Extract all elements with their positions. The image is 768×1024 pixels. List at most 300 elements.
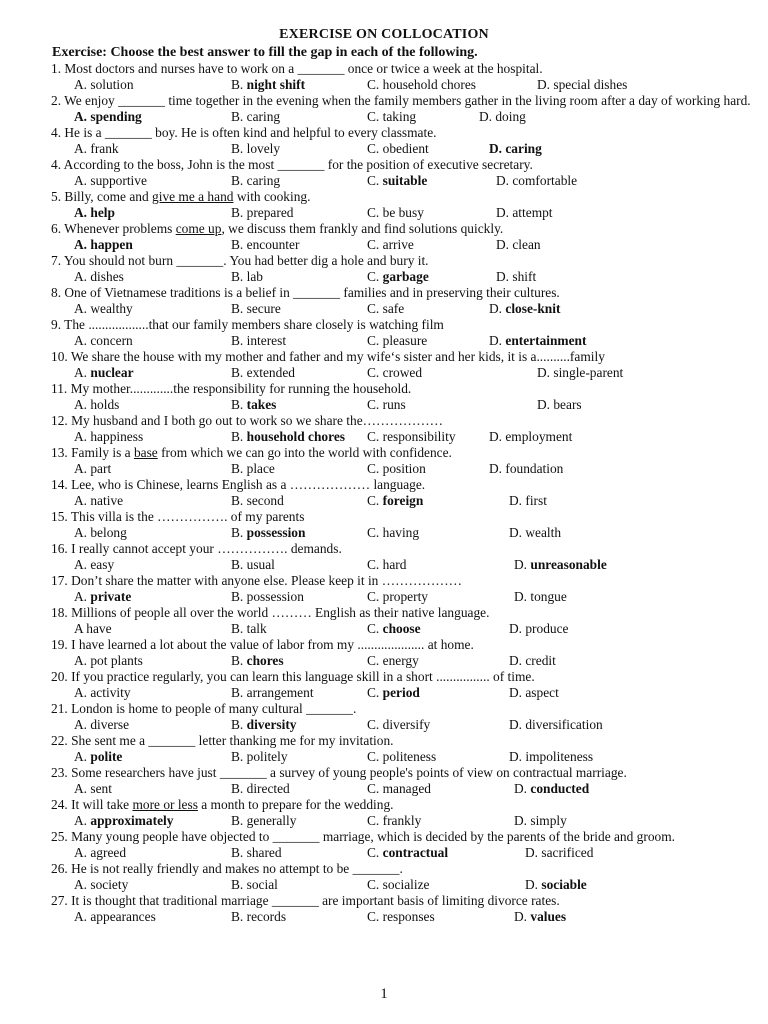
options-row [51, 877, 751, 893]
option-c[interactable] [367, 493, 423, 509]
option-text: B. social [231, 877, 278, 892]
options-row [51, 589, 751, 605]
option-a[interactable] [74, 589, 131, 605]
option-text: D. [514, 557, 531, 572]
option-c[interactable] [367, 269, 429, 285]
option-d[interactable] [509, 653, 556, 669]
option-b[interactable] [231, 109, 280, 125]
option-d[interactable] [496, 205, 553, 221]
option-text: B. encounter [231, 237, 300, 252]
stem-text: 13. Family is a [51, 445, 134, 460]
option-text: C. diversify [367, 717, 431, 732]
option-a[interactable] [74, 365, 134, 381]
option-text: B. prepared [231, 205, 294, 220]
option-a[interactable] [74, 269, 124, 285]
stem-text: 17. Don’t share the matter with anyone else. Please keep it in ……………… [51, 573, 463, 588]
option-b[interactable] [231, 813, 296, 829]
option-text: B. [231, 717, 247, 732]
option-text: B. generally [231, 813, 297, 828]
option-text: D. foundation [489, 461, 564, 476]
question-stem [51, 445, 751, 461]
options-row [51, 237, 751, 253]
question-stem [51, 349, 751, 365]
underlined-phrase: give me a hand [152, 189, 234, 204]
correct-answer-text: night shift [246, 77, 306, 92]
option-b[interactable] [231, 525, 305, 541]
stem-text: 2. We enjoy _______ time together in the evening when the family members gather in the living room after a day of working hard. [51, 93, 751, 108]
options-row [51, 557, 751, 573]
correct-answer-text: nuclear [90, 365, 134, 380]
option-d[interactable] [514, 909, 566, 925]
correct-answer-text: household chores [246, 429, 345, 444]
option-c[interactable] [367, 685, 420, 701]
option-b[interactable] [231, 237, 299, 253]
option-text: A. appearances [74, 909, 156, 924]
stem-text: 26. He is not really friendly and makes no attempt to be _______. [51, 861, 403, 876]
option-text: C. responses [367, 909, 435, 924]
option-text: B. [231, 77, 247, 92]
option-text: C. position [367, 461, 426, 476]
correct-answer-text: A. help [74, 205, 115, 220]
option-text: A. belong [74, 525, 127, 540]
option-text: B. [231, 429, 247, 444]
stem-text: 19. I have learned a lot about the value of labor from my .................... at home. [51, 637, 474, 652]
question-stem [51, 93, 751, 109]
option-d[interactable] [489, 461, 563, 477]
stem-text: 4. He is a _______ boy. He is often kind and helpful to every classmate. [51, 125, 437, 140]
question-stem [51, 829, 751, 845]
option-d[interactable] [479, 109, 526, 125]
underlined-phrase: base [133, 445, 158, 460]
stem-text: 18. Millions of people all over the world ……… English as their native language. [51, 605, 490, 620]
option-b[interactable] [231, 301, 281, 317]
option-a[interactable] [74, 909, 156, 925]
question-stem [51, 285, 751, 301]
option-a[interactable] [74, 813, 173, 829]
option-text: C. runs [367, 397, 406, 412]
option-text: A. [74, 365, 91, 380]
option-b[interactable] [231, 77, 305, 93]
question-item [51, 317, 751, 349]
option-a[interactable] [74, 237, 133, 253]
correct-answer-text: unreasonable [530, 557, 607, 572]
option-text: D. [489, 333, 506, 348]
correct-answer-text: polite [90, 749, 123, 764]
option-a[interactable] [74, 557, 114, 573]
option-text: D. tongue [514, 589, 567, 604]
option-text: C. energy [367, 653, 419, 668]
question-list [51, 61, 751, 925]
option-c[interactable] [367, 365, 422, 381]
question-stem [51, 221, 751, 237]
option-a[interactable] [74, 749, 122, 765]
option-text: B. [231, 397, 247, 412]
option-text: B. talk [231, 621, 267, 636]
option-c[interactable] [367, 621, 421, 637]
option-b[interactable] [231, 269, 263, 285]
option-text: D. sacrificed [525, 845, 594, 860]
stem-text: 21. London is home to people of many cultural _______. [51, 701, 357, 716]
option-text: D. simply [514, 813, 567, 828]
correct-answer-text: A. spending [74, 109, 142, 124]
question-item [51, 605, 751, 637]
correct-answer-text: contractual [382, 845, 449, 860]
question-item [51, 125, 751, 157]
question-item [51, 61, 751, 93]
option-text: D. single-parent [537, 365, 624, 380]
option-b[interactable] [231, 557, 275, 573]
option-text: C. [367, 685, 383, 700]
option-text: D. attempt [496, 205, 553, 220]
option-b[interactable] [231, 429, 345, 445]
question-stem [51, 477, 751, 493]
stem-text: 16. I really cannot accept your ……………. demands. [51, 541, 342, 556]
option-a[interactable] [74, 77, 134, 93]
option-text: B. possession [231, 589, 304, 604]
question-stem [51, 413, 751, 429]
option-text: C. arrive [367, 237, 414, 252]
stem-text: 6. Whenever problems [51, 221, 176, 236]
option-text: D. wealth [509, 525, 562, 540]
option-c[interactable] [367, 429, 456, 445]
option-b[interactable] [231, 365, 295, 381]
option-b[interactable] [231, 141, 280, 157]
question-item [51, 861, 751, 893]
option-c[interactable] [367, 749, 436, 765]
option-text: A. agreed [74, 845, 127, 860]
option-text: C. frankly [367, 813, 422, 828]
option-text: C. socialize [367, 877, 430, 892]
option-c[interactable] [367, 653, 419, 669]
option-a[interactable] [74, 301, 133, 317]
option-a[interactable] [74, 621, 112, 637]
option-d[interactable] [496, 173, 577, 189]
option-text: C. managed [367, 781, 431, 796]
underlined-phrase: more or less [132, 797, 198, 812]
options-row [51, 845, 751, 861]
option-c[interactable] [367, 781, 431, 797]
option-a[interactable] [74, 877, 128, 893]
option-b[interactable] [231, 173, 280, 189]
option-d[interactable] [496, 237, 541, 253]
option-text: A. happiness [74, 429, 144, 444]
option-d[interactable] [509, 621, 569, 637]
question-stem [51, 701, 751, 717]
question-stem [51, 317, 751, 333]
question-stem [51, 157, 751, 173]
option-d[interactable] [509, 493, 547, 509]
option-c[interactable] [367, 333, 427, 349]
option-d[interactable] [509, 685, 559, 701]
option-text: D. doing [479, 109, 526, 124]
question-stem [51, 573, 751, 589]
option-d[interactable] [496, 269, 536, 285]
option-d[interactable] [537, 365, 623, 381]
correct-answer-text: sociable [541, 877, 587, 892]
option-b[interactable] [231, 621, 267, 637]
question-item [51, 221, 751, 253]
options-row [51, 333, 751, 349]
option-text: B. second [231, 493, 284, 508]
option-d[interactable] [489, 333, 586, 349]
stem-text: 24. It will take [51, 797, 133, 812]
option-text: A. solution [74, 77, 134, 92]
option-text: B. secure [231, 301, 281, 316]
option-text: B. caring [231, 173, 281, 188]
question-item [51, 573, 751, 605]
option-a[interactable] [74, 205, 115, 221]
question-stem [51, 765, 751, 781]
exercise-instruction: Exercise: Choose the best answer to fill the gap in each of the following. [52, 45, 478, 60]
option-d[interactable] [509, 717, 603, 733]
options-row [51, 781, 751, 797]
options-row [51, 813, 751, 829]
option-b[interactable] [231, 749, 288, 765]
option-a[interactable] [74, 173, 147, 189]
correct-answer-text: conducted [530, 781, 590, 796]
option-d[interactable] [514, 589, 567, 605]
correct-answer-text: entertainment [505, 333, 587, 348]
option-b[interactable] [231, 909, 286, 925]
option-text: A. holds [74, 397, 120, 412]
option-text: C. hard [367, 557, 407, 572]
option-text: A have [74, 621, 112, 636]
option-text: D. [514, 909, 531, 924]
correct-answer-text: approximately [90, 813, 174, 828]
option-a[interactable] [74, 781, 112, 797]
stem-text: with cooking. [233, 189, 311, 204]
options-row [51, 429, 751, 445]
question-item [51, 701, 751, 733]
question-item [51, 477, 751, 509]
options-row [51, 269, 751, 285]
option-text: B. caring [231, 109, 281, 124]
option-text: B. lovely [231, 141, 281, 156]
correct-answer-text: foreign [382, 493, 424, 508]
option-text: C. responsibility [367, 429, 456, 444]
option-d[interactable] [514, 813, 567, 829]
option-c[interactable] [367, 77, 476, 93]
option-text: C. [367, 845, 383, 860]
option-text: C. [367, 173, 383, 188]
option-text: C. [367, 493, 383, 508]
option-text: A. frank [74, 141, 119, 156]
question-item [51, 189, 751, 221]
options-row [51, 141, 751, 157]
stem-text: 4. According to the boss, John is the most _______ for the position of executive secretary. [51, 157, 533, 172]
option-text: C. [367, 269, 383, 284]
option-text: A. native [74, 493, 124, 508]
question-item [51, 381, 751, 413]
option-text: D. [489, 301, 506, 316]
options-row [51, 525, 751, 541]
option-d[interactable] [525, 877, 587, 893]
option-text: D. clean [496, 237, 541, 252]
question-stem [51, 125, 751, 141]
option-b[interactable] [231, 589, 304, 605]
option-b[interactable] [231, 333, 286, 349]
option-text: A. activity [74, 685, 131, 700]
question-stem [51, 61, 751, 77]
option-c[interactable] [367, 461, 426, 477]
question-stem [51, 861, 751, 877]
correct-answer-text: close-knit [505, 301, 561, 316]
option-d[interactable] [514, 781, 589, 797]
stem-text: 10. We share the house with my mother and father and my wife‘s sister and her kids, it is a..........family [51, 349, 605, 364]
option-c[interactable] [367, 141, 429, 157]
option-text: B. extended [231, 365, 295, 380]
option-text: D. diversification [509, 717, 603, 732]
option-c[interactable] [367, 909, 435, 925]
option-text: D. bears [537, 397, 582, 412]
option-d[interactable] [509, 749, 593, 765]
stem-text: 27. It is thought that traditional marriage _______ are important basis of limiting divorce rates. [51, 893, 560, 908]
option-text: B. records [231, 909, 287, 924]
question-stem [51, 541, 751, 557]
option-c[interactable] [367, 301, 404, 317]
option-text: C. pleasure [367, 333, 428, 348]
option-text: D. comfortable [496, 173, 578, 188]
option-text: B. politely [231, 749, 288, 764]
option-c[interactable] [367, 813, 421, 829]
option-a[interactable] [74, 493, 123, 509]
option-b[interactable] [231, 493, 284, 509]
option-b[interactable] [231, 653, 284, 669]
question-item [51, 445, 751, 477]
option-d[interactable] [537, 77, 627, 93]
question-stem [51, 189, 751, 205]
option-d[interactable] [525, 845, 593, 861]
correct-answer-text: period [382, 685, 420, 700]
option-a[interactable] [74, 717, 129, 733]
option-c[interactable] [367, 173, 427, 189]
options-row [51, 717, 751, 733]
option-text: B. shared [231, 845, 282, 860]
option-text: B. interest [231, 333, 287, 348]
option-d[interactable] [489, 141, 542, 157]
question-item [51, 797, 751, 829]
question-stem [51, 797, 751, 813]
option-text: D. [525, 877, 542, 892]
option-text: D. [514, 781, 531, 796]
option-text: C. safe [367, 301, 405, 316]
underlined-phrase: come up [175, 221, 222, 236]
option-d[interactable] [514, 557, 607, 573]
options-row [51, 461, 751, 477]
option-text: D. first [509, 493, 547, 508]
correct-answer-text: possession [246, 525, 306, 540]
option-c[interactable] [367, 109, 416, 125]
option-b[interactable] [231, 685, 314, 701]
option-d[interactable] [489, 429, 572, 445]
stem-text: 25. Many young people have objected to _______ marriage, which is decided by the parents of the bride and groom. [51, 829, 675, 844]
stem-text: 5. Billy, come and [51, 189, 153, 204]
option-a[interactable] [74, 845, 126, 861]
options-row [51, 109, 751, 125]
option-b[interactable] [231, 845, 282, 861]
stem-text: 22. She sent me a _______ letter thanking me for my invitation. [51, 733, 394, 748]
options-row [51, 173, 751, 189]
option-text: C. politeness [367, 749, 437, 764]
option-b[interactable] [231, 205, 293, 221]
question-item [51, 285, 751, 317]
option-b[interactable] [231, 781, 290, 797]
stem-text: 1. Most doctors and nurses have to work on a _______ once or twice a week at the hospital. [51, 61, 543, 76]
option-c[interactable] [367, 717, 430, 733]
stem-text: 9. The ..................that our family members share closely is watching film [51, 317, 444, 332]
option-a[interactable] [74, 397, 119, 413]
option-a[interactable] [74, 429, 143, 445]
option-c[interactable] [367, 397, 406, 413]
option-c[interactable] [367, 877, 429, 893]
option-a[interactable] [74, 653, 143, 669]
correct-answer-text: values [530, 909, 567, 924]
option-text: C. having [367, 525, 420, 540]
question-item [51, 829, 751, 861]
option-b[interactable] [231, 877, 278, 893]
options-row [51, 685, 751, 701]
correct-answer-text: garbage [382, 269, 429, 284]
option-text: D. special dishes [537, 77, 628, 92]
option-text: C. be busy [367, 205, 424, 220]
option-text: C. household chores [367, 77, 476, 92]
option-a[interactable] [74, 525, 127, 541]
option-a[interactable] [74, 461, 111, 477]
option-text: B. arrangement [231, 685, 314, 700]
stem-text: 15. This villa is the ……………. of my parents [51, 509, 305, 524]
options-row [51, 77, 751, 93]
option-b[interactable] [231, 717, 296, 733]
option-text: D. impoliteness [509, 749, 594, 764]
option-c[interactable] [367, 557, 406, 573]
option-a[interactable] [74, 685, 131, 701]
options-row [51, 365, 751, 381]
question-item [51, 733, 751, 765]
option-b[interactable] [231, 461, 275, 477]
option-text: A. [74, 749, 91, 764]
option-c[interactable] [367, 589, 428, 605]
correct-answer-text: diversity [246, 717, 297, 732]
option-c[interactable] [367, 205, 424, 221]
question-stem [51, 605, 751, 621]
option-c[interactable] [367, 525, 419, 541]
options-row [51, 621, 751, 637]
option-text: C. obedient [367, 141, 429, 156]
option-text: B. [231, 525, 247, 540]
option-a[interactable] [74, 333, 133, 349]
option-a[interactable] [74, 109, 142, 125]
option-text: C. [367, 621, 383, 636]
stem-text: , we discuss them frankly and find solutions quickly. [221, 221, 504, 236]
option-c[interactable] [367, 237, 414, 253]
question-item [51, 541, 751, 573]
option-a[interactable] [74, 141, 119, 157]
question-item [51, 413, 751, 445]
option-d[interactable] [489, 301, 560, 317]
option-d[interactable] [509, 525, 561, 541]
correct-answer-text: choose [382, 621, 421, 636]
options-row [51, 205, 751, 221]
question-item [51, 93, 751, 125]
option-c[interactable] [367, 845, 448, 861]
options-row [51, 493, 751, 509]
options-row [51, 909, 751, 925]
option-text: A. pot plants [74, 653, 143, 668]
option-text: A. [74, 813, 91, 828]
option-d[interactable] [537, 397, 582, 413]
option-b[interactable] [231, 397, 276, 413]
question-stem [51, 669, 751, 685]
